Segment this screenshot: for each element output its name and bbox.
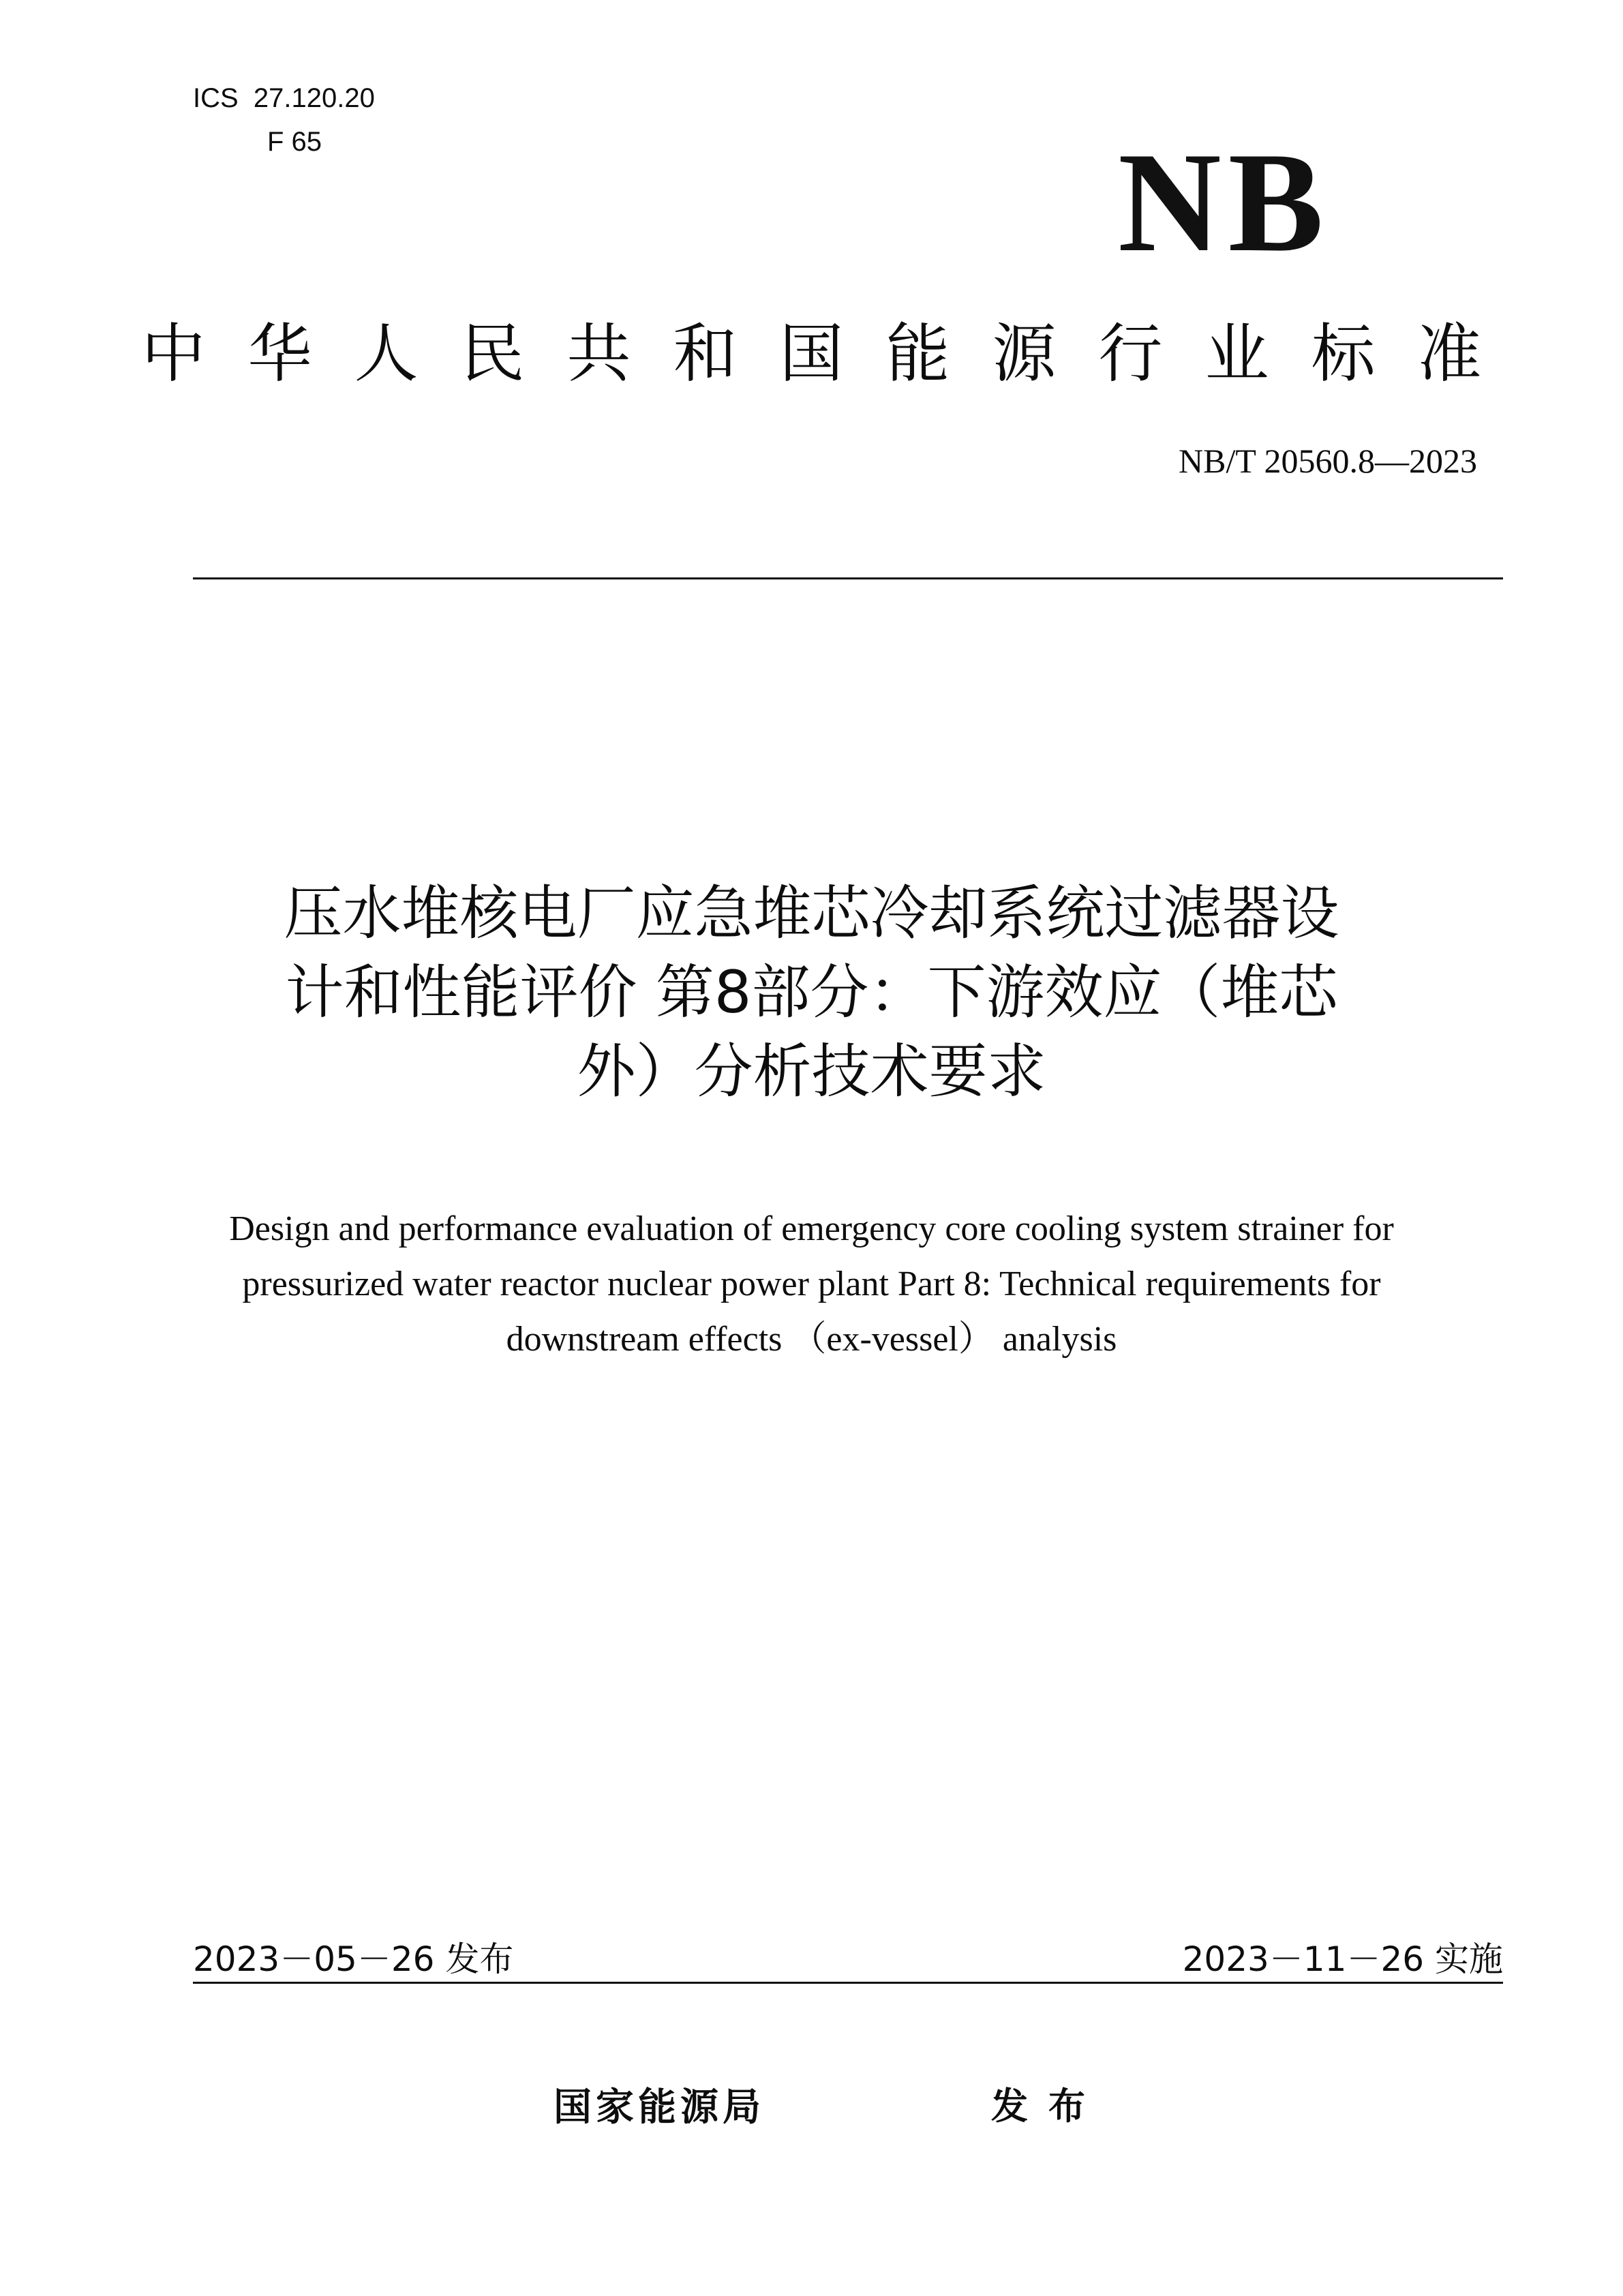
title-english-line: Design and performance evaluation of emergency core cooling system strainer for [229, 1209, 1394, 1248]
title-english [102, 1201, 1521, 1367]
header-divider [193, 577, 1503, 579]
title-english-line: pressurized water reactor nuclear power plant Part 8: Technical requirements for [242, 1265, 1381, 1303]
title-chinese-line: 压水堆核电厂应急堆芯冷却系统过滤器设 [284, 879, 1339, 948]
standard-number: NB/T 20560.8—2023 [1179, 442, 1477, 480]
title-chinese-line: 计和性能评价 第8部分：下游效应（堆芯 [285, 958, 1338, 1027]
ics-code: ICS 27.120.20 [193, 83, 375, 113]
title-chinese-line: 外）分析技术要求 [577, 1038, 1046, 1106]
title-english-line: downstream effects （ex-vessel） analysis [506, 1320, 1117, 1359]
ccs-code: F 65 [267, 127, 322, 157]
effective-date: 2023－11－26 实施 [1182, 1939, 1503, 1979]
date-divider [193, 1982, 1503, 1984]
title-chinese [102, 874, 1521, 1111]
nb-logo: NB [1118, 123, 1331, 282]
standard-category: 中华人民共和国能源行业标准 [141, 317, 1524, 391]
issue-action: 发布 [991, 2085, 1106, 2128]
issuing-authority: 国家能源局 [553, 2085, 765, 2130]
issue-date: 2023－05－26 发布 [193, 1939, 514, 1979]
